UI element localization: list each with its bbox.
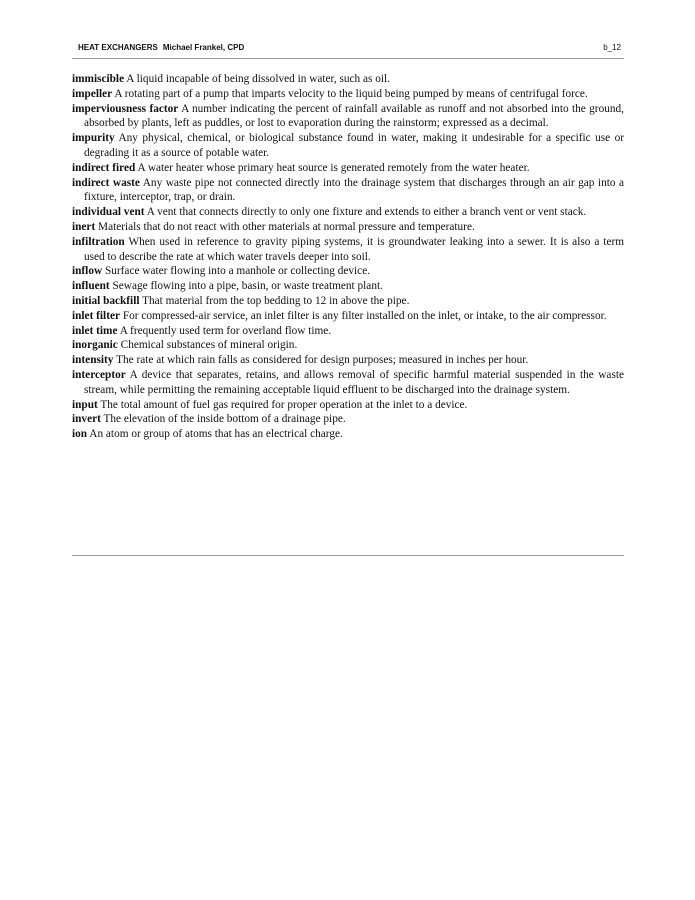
glossary-definition: For compressed-air service, an inlet filter is any filter installed on the inlet, or intake, to the air compressor. [122, 309, 607, 322]
glossary-definition: A number indicating the percent of rainfall available as runoff and not absorbed into the ground, absorbed by plants, left as puddles, or lost to evaporation during the rainstorm; expressed as a decimal. [84, 102, 624, 130]
glossary-term: inlet time [72, 324, 118, 337]
glossary-list [72, 72, 624, 442]
glossary-entry [72, 264, 624, 279]
glossary-entry [72, 324, 624, 339]
glossary-term: individual vent [72, 206, 145, 219]
glossary-term: inlet filter [72, 309, 120, 322]
glossary-term: interceptor [72, 368, 126, 381]
glossary-definition: A water heater whose primary heat source is generated remotely from the water heater. [137, 161, 530, 174]
glossary-term: inert [72, 220, 96, 233]
header-divider [72, 58, 624, 59]
glossary-term: imperviousness factor [72, 102, 179, 115]
glossary-definition: The elevation of the inside bottom of a drainage pipe. [103, 413, 346, 426]
glossary-definition: A frequently used term for overland flow time. [119, 324, 332, 337]
glossary-entry [72, 131, 624, 161]
glossary-definition: When used in reference to gravity piping systems, it is groundwater leaking into a sewer. It is also a term used to describe the rate at which water travels deeper into soil. [84, 235, 625, 263]
glossary-term: influent [72, 280, 110, 293]
glossary-term: impeller [72, 87, 113, 100]
glossary-term: initial backfill [72, 294, 140, 307]
glossary-entry [72, 87, 624, 102]
glossary-definition: A vent that connects directly to only one fixture and extends to either a branch vent or vent stack. [146, 206, 587, 219]
glossary-definition: Any waste pipe not connected directly into the drainage system that discharges through an air gap into a fixture, interceptor, trap, or drain. [84, 176, 624, 204]
glossary-definition: Materials that do not react with other materials at normal pressure and temperature. [98, 220, 475, 233]
glossary-definition: That material from the top bedding to 12 in above the pipe. [142, 294, 410, 307]
glossary-definition: A liquid incapable of being dissolved in water, such as oil. [126, 73, 391, 85]
glossary-definition: Chemical substances of mineral origin. [120, 339, 298, 352]
author-name: Michael Frankel, CPD [162, 43, 245, 52]
glossary-entry [72, 102, 624, 132]
glossary-term: intensity [72, 354, 114, 367]
glossary-entry [72, 398, 624, 413]
glossary-entry [72, 412, 624, 427]
glossary-term: inorganic [72, 339, 118, 352]
glossary-entry [72, 279, 624, 294]
glossary-entry [72, 309, 624, 324]
glossary-term: input [72, 398, 98, 411]
running-title [78, 43, 244, 52]
glossary-definition: The total amount of fuel gas required for proper operation at the inlet to a device. [100, 398, 468, 411]
glossary-entry [72, 338, 624, 353]
glossary-entry [72, 294, 624, 309]
footer-divider [72, 555, 624, 556]
page-number: b_12 [603, 43, 621, 52]
page-header [72, 43, 624, 55]
glossary-term: impurity [72, 132, 115, 145]
glossary-definition: An atom or group of atoms that has an electrical charge. [89, 428, 343, 441]
glossary-term: ion [72, 428, 88, 441]
glossary-definition: Sewage flowing into a pipe, basin, or waste treatment plant. [112, 280, 383, 293]
glossary-definition: The rate at which rain falls as considered for design purposes; measured in inches per hour. [116, 354, 529, 367]
glossary-entry [72, 427, 624, 442]
glossary-entry [72, 205, 624, 220]
glossary-term: invert [72, 413, 101, 426]
glossary-entry [72, 161, 624, 176]
glossary-entry [72, 176, 624, 206]
glossary-term: indirect fired [72, 161, 136, 174]
glossary-entry [72, 220, 624, 235]
book-title: HEAT EXCHANGERS [78, 43, 158, 52]
glossary-term: indirect waste [72, 176, 140, 189]
glossary-term: infiltration [72, 235, 125, 248]
glossary-term: inflow [72, 265, 103, 278]
glossary-entry [72, 235, 624, 265]
glossary-definition: Surface water flowing into a manhole or collecting device. [104, 265, 371, 278]
glossary-entry [72, 353, 624, 368]
glossary-entry [72, 72, 624, 87]
glossary-entry [72, 368, 624, 398]
glossary-definition: A device that separates, retains, and allows removal of specific harmful material suspended in the waste stream, while permitting the remaining acceptable liquid effluent to be discharged into the drainage system. [84, 368, 624, 396]
glossary-term: immiscible [72, 73, 125, 85]
glossary-definition: Any physical, chemical, or biological substance found in water, making it undesirable for a specific use or degrading it as a source of potable water. [84, 132, 624, 159]
glossary-definition: A rotating part of a pump that imparts velocity to the liquid being pumped by means of centrifugal force. [114, 87, 588, 100]
